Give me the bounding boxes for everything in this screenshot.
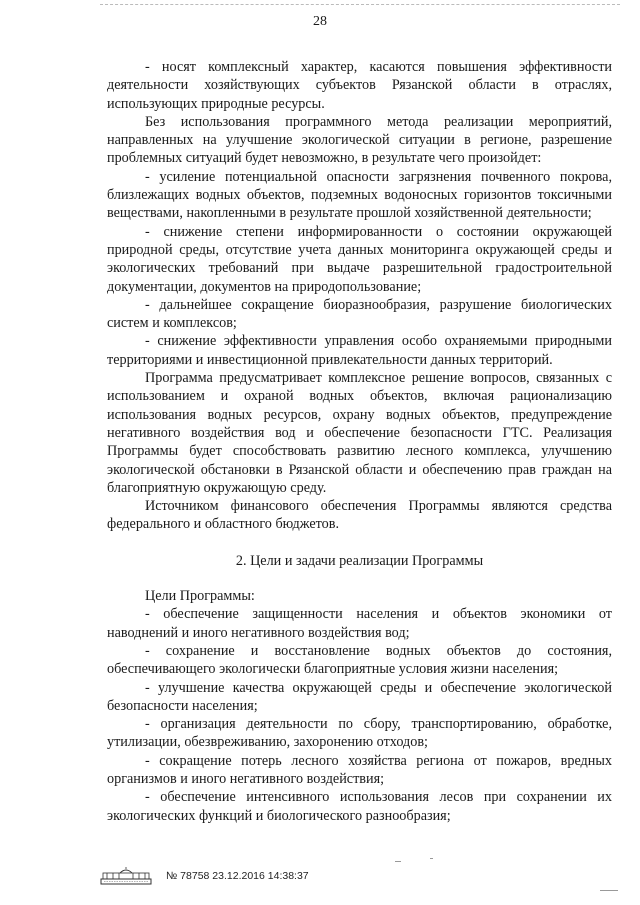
paragraph: Без использования программного метода реализации мероприятий, направленных на улучшение экологической ситуации в регионе, разрешение проблемных ситуаций будет невозможно, в результате чего произойдет: — [107, 113, 612, 167]
government-building-logo-icon — [100, 867, 152, 885]
paragraph-group-intro — [107, 58, 612, 534]
paragraph: - сохранение и восстановление водных объектов до состояния, обеспечивающего экологически благоприятные условия жизни населения; — [107, 642, 612, 678]
paragraph: Цели Программы: — [145, 588, 255, 605]
page-number: 28 — [313, 14, 327, 29]
scan-artifact — [395, 861, 401, 862]
paragraph: - снижение степени информированности о состоянии окружающей природной среды, отсутствие учета данных мониторинга окружающей среды и экологических требований при выдаче разрешительной градостроительной документации, документов на природопользование; — [107, 223, 612, 295]
paragraph: Источником финансового обеспечения Программы являются средства федерального и областного бюджетов. — [107, 498, 612, 533]
scan-artifact — [600, 890, 618, 891]
document-footer — [100, 866, 400, 886]
scan-artifact — [430, 858, 433, 859]
paragraph: - усиление потенциальной опасности загрязнения почвенного покрова, близлежащих водных объектов, подземных водоносных горизонтов токсичными веществами, накопленными в результате прошлой хозяйственной деятельности; — [107, 168, 612, 222]
scan-top-rule — [100, 4, 620, 5]
paragraph: - сокращение потерь лесного хозяйства региона от пожаров, вредных организмов и иного негативного воздействия; — [107, 752, 612, 787]
paragraph: - улучшение качества окружающей среды и обеспечение экологической безопасности населения; — [107, 679, 612, 714]
paragraph: - снижение эффективности управления особо охраняемыми природными территориями и инвестиционной привлекательности данных территорий. — [107, 333, 612, 368]
paragraph: - обеспечение интенсивного использования лесов при сохранении их экологических функций и биологического разнообразия; — [107, 789, 612, 824]
document-body — [107, 58, 612, 825]
paragraph: - носят комплексный характер, касаются повышения эффективности деятельности хозяйствующих субъектов Рязанской области в отраслях, использующих природные ресурсы. — [107, 59, 612, 112]
paragraph: - обеспечение защищенности населения и объектов экономики от наводнений и иного негативного воздействия вод; — [107, 606, 612, 641]
paragraph: Программа предусматривает комплексное решение вопросов, связанных с использованием и охраной водных объектов, включая рационализацию использования водных ресурсов, охрану водных объектов, предупреждение негативного воздействия вод и обеспечение безопасности ГТС. Реализация Программы будет способствовать развитию лесного комплекса, улучшению экологической обстановки в Рязанской области и обеспечению прав граждан на благоприятную окружающую среду. — [107, 370, 612, 496]
section-heading: 2. Цели и задачи реализации Программы — [235, 552, 484, 569]
paragraph-group-goals — [107, 587, 612, 825]
paragraph: - дальнейшее сокращение биоразнообразия, разрушение биологических систем и комплексов; — [107, 296, 612, 332]
paragraph: - организация деятельности по сбору, транспортированию, обработке, утилизации, обезвреживанию, захоронению отходов; — [107, 716, 612, 751]
registration-stamp: № 78758 23.12.2016 14:38:37 — [166, 870, 309, 882]
